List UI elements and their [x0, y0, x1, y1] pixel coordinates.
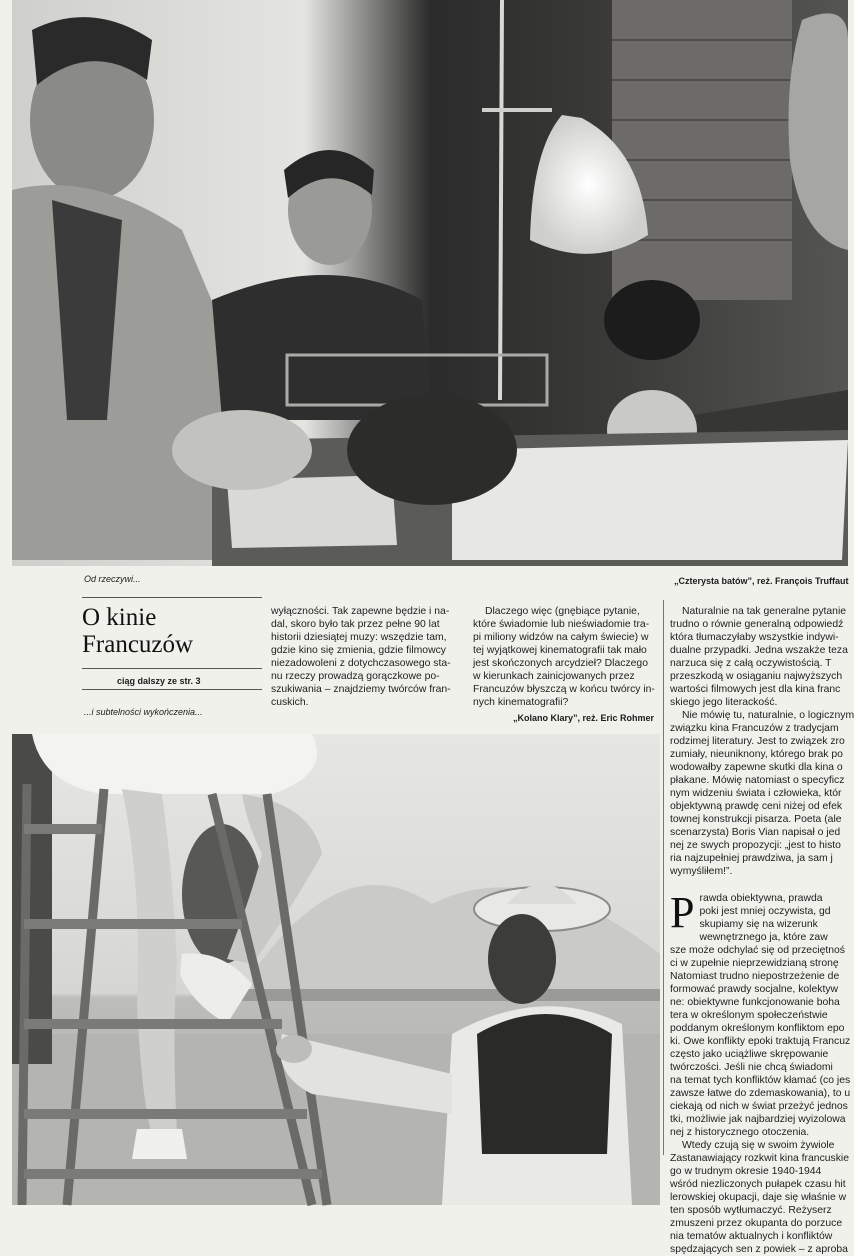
drop-cap: P: [670, 888, 695, 937]
paragraph-line: rawda obiektywna, prawda: [699, 893, 823, 904]
paragraph-line: Wtedy czują się w swoim żywiole: [682, 1140, 835, 1151]
paragraph-line: skiego jego literackość.: [670, 697, 778, 708]
paragraph-line: związku kina Francuzów z tradycjam: [670, 723, 839, 734]
caption-top-right: „Czterysta batów”, reż. François Truffaut: [674, 576, 849, 586]
headline-rule-bottom: [82, 668, 262, 669]
paragraph-line: zawsze łatwe do zdemaskowania), to u: [670, 1088, 851, 1099]
paragraph-line: pi miliony widzów na całym świecie) w: [473, 632, 649, 643]
paragraph-line: zumiały, nieuniknony, którego brak po: [670, 749, 843, 760]
paragraph-line: Francuzów błyszczą w końcu twórcy in-: [473, 684, 655, 695]
paragraph-line: Dlaczego więc (gnębiące pytanie,: [485, 606, 640, 617]
paragraph-line: wartości filmowych jest dla kina franc: [670, 684, 841, 695]
paragraph-line: wymyśliłem!”.: [670, 866, 733, 877]
paragraph-line: tki, możliwie jak najbardziej wyizolowa: [670, 1114, 846, 1125]
caption-mid-left: ...i subtelności wykończenia...: [84, 707, 203, 717]
paragraph-line: wyłączności. Tak zapewne będzie i na-: [271, 606, 450, 617]
paragraph-line: które świadomie lub nieświadomie tra-: [473, 619, 650, 630]
paragraph-line: tej wyjątkowej kinematografii tak mało: [473, 645, 647, 656]
article-headline: O kinie Francuzów: [82, 604, 194, 658]
paragraph-line: poki jest mniej oczywista, gd: [699, 906, 831, 917]
paragraph-line: Nie mówię tu, naturalnie, o logicznym: [682, 710, 854, 721]
paragraph-line: Natomiast trudno niepostrzeżenie de: [670, 971, 840, 982]
paragraph-line: townej konstrukcji pisarza. Poeta (ale: [670, 814, 842, 825]
paragraph-line: przeszkodą w osiąganiu najwyższych: [670, 671, 843, 682]
paragraph-line: niezadowoleni z dotychczasowego sta-: [271, 658, 451, 669]
paragraph-line: poddanym określonym konfliktom epo: [670, 1023, 845, 1034]
film-still-bottom: [12, 734, 660, 1205]
paragraph-line: skupiamy się na wizerunk: [699, 919, 818, 930]
paragraph-line: ria najzupełniej prawdziwa, ja sam j: [670, 853, 833, 864]
paragraph-line: twórczości. Jeśli nie chcą świadomi: [670, 1062, 833, 1073]
paragraph-line: gdzie kino się zmienia, gdzie filmowcy: [271, 645, 446, 656]
article-column-2: [473, 605, 659, 709]
paragraph-line: cuskich.: [271, 697, 309, 708]
continuation-rule: [82, 689, 262, 690]
paragraph-line: trudno o równie generalną odpowiedź: [670, 619, 844, 630]
paragraph-line: dualne przypadki. Jedna wszakże teza: [670, 645, 848, 656]
paragraph-line: wewnętrznego ja, które zaw: [699, 932, 828, 943]
paragraph-line: formować prawdy socjalne, kolektyw: [670, 984, 839, 995]
paragraph-line: nej z historycznego otoczenia.: [670, 1127, 810, 1138]
paragraph-line: ci w zupełnie nieprzewidzianą stronę: [670, 958, 839, 969]
paragraph-line: ki. Owe konflikty epoki traktują Francuz: [670, 1036, 851, 1047]
continuation-note: ciąg dalszy ze str. 3: [117, 676, 201, 686]
paragraph-line: w kierunkach zainicjowanych przez: [473, 671, 635, 682]
paragraph-line: ten sposób wytłumaczyć. Reżyserz: [670, 1205, 832, 1216]
paragraph-line: nym widzeniu świata i człowieka, któr: [670, 788, 842, 799]
paragraph-line: Naturalnie na tak generalne pytanie: [682, 606, 847, 617]
paragraph-line: tera w określonym społeczeństwie: [670, 1010, 828, 1021]
paragraph-line: Zastanawiający rozkwit kina francuskie: [670, 1153, 850, 1164]
caption-mid-right: „Kolano Klary”, reż. Eric Rohmer: [513, 713, 655, 723]
paragraph-line: szukiwania – znajdziemy twórców fran-: [271, 684, 451, 695]
paragraph-line: rodzimej literatury. Jest to związek zro: [670, 736, 845, 747]
paragraph-line: nu rzeczy prowadzą gorączkowe po-: [271, 671, 440, 682]
paragraph-line: historii dziesiątej muzy: wszędzie tam,: [271, 632, 447, 643]
paragraph-line: płakane. Mówię natomiast o specyficz: [670, 775, 845, 786]
article-column-3: [670, 605, 854, 1255]
paragraph-line: zmuszeni przez okupanta do porzuce: [670, 1218, 843, 1229]
paragraph-line: ciekają od nich w świat przeżyć jednos: [670, 1101, 848, 1112]
paragraph-line: sze może odchylać się od przeciętnoś: [670, 945, 845, 956]
headline-rule-top: [82, 597, 262, 598]
paragraph-line: wodowałby zapewne skutki dla kina o: [670, 762, 843, 773]
paragraph-line: ne: obiektywne funkcjonowanie boha: [670, 997, 840, 1008]
caption-top-left: Od rzeczywi...: [84, 574, 141, 584]
paragraph-line: dal, skoro było tak przez pełne 90 lat: [271, 619, 440, 630]
paragraph-line: na temat tych konfliktów kłamać (co jes: [670, 1075, 851, 1086]
column-divider: [663, 600, 664, 1155]
paragraph-line: wśród niezliczonych pułapek czasu hit: [670, 1179, 846, 1190]
paragraph-line: nia tematów aktualnych i konfliktów: [670, 1231, 833, 1242]
article-column-1: [271, 605, 467, 709]
paragraph-line: scenarzysta) Boris Vian napisał o jed: [670, 827, 841, 838]
paragraph-line: nych kinematografii?: [473, 697, 569, 708]
paragraph-line: objektywną prawdę ceni niżej od efek: [670, 801, 843, 812]
paragraph-line: go w trudnym okresie 1940-1944: [670, 1166, 822, 1177]
paragraph-line: lerowskiej okupacji, daje się właśnie w: [670, 1192, 847, 1203]
paragraph-line: spędzających sen z powiek – z aproba: [670, 1244, 848, 1255]
paragraph-line: jest skończonych arcydzieł? Dlaczego: [473, 658, 648, 669]
paragraph-line: która tłumaczyłaby wszystkie indywi-: [670, 632, 839, 643]
film-still-top: [12, 0, 848, 566]
paragraph-line: często jako uciążliwe skrępowanie: [670, 1049, 829, 1060]
paragraph-line: nej ze swych propozycji: „jest to histo: [670, 840, 841, 851]
paragraph-line: narzuca się z całą oczywistością. T: [670, 658, 832, 669]
